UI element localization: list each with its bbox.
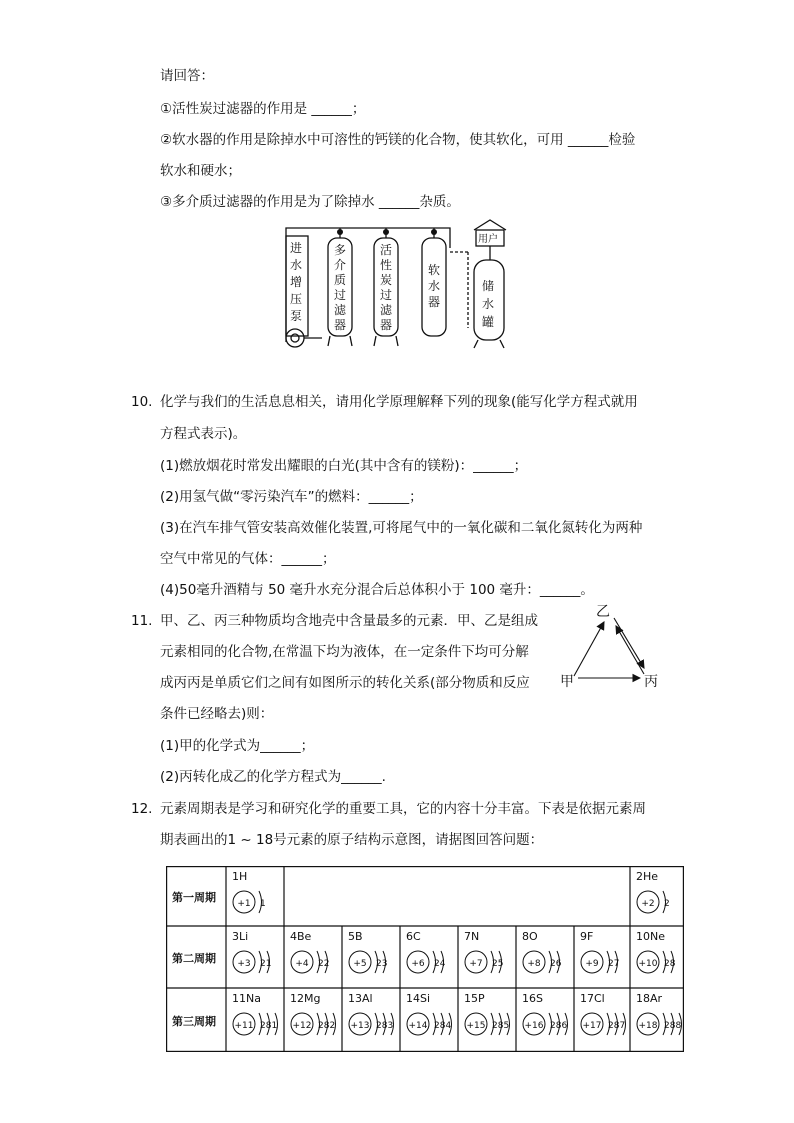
nucleus-charge: +9 bbox=[585, 959, 599, 969]
electron-count: 281 bbox=[260, 1021, 278, 1031]
q10-line-2: 方程式表示)。 bbox=[160, 426, 247, 442]
electron-count: 1 bbox=[260, 899, 266, 909]
element-label: 3Li bbox=[232, 930, 249, 943]
q11-line-4: 条件已经略去)则： bbox=[160, 706, 274, 722]
element-label: 8O bbox=[522, 930, 538, 943]
element-label: 12Mg bbox=[290, 992, 321, 1005]
pump-label: 进水增压泵 bbox=[290, 241, 303, 323]
element-label: 9F bbox=[580, 930, 594, 943]
element-label: 16S bbox=[522, 992, 543, 1005]
electron-count: 286 bbox=[550, 1021, 568, 1031]
nucleus-charge: +6 bbox=[411, 959, 425, 969]
q12-line-1: 元素周期表是学习和研究化学的重要工具，它的内容十分丰富。下表是依据元素周 bbox=[160, 801, 646, 817]
nucleus-charge: +2 bbox=[641, 899, 655, 909]
element-label: 7N bbox=[464, 930, 480, 943]
q9-item-1: ①活性炭过滤器的作用是 ______； bbox=[160, 101, 366, 117]
electron-count: 287 bbox=[608, 1021, 626, 1031]
tank-label: 储水罐 bbox=[482, 279, 495, 329]
electron-count: 24 bbox=[434, 959, 446, 969]
q10-line-4: (2)用氢气做“零污染汽车”的燃料：______； bbox=[160, 489, 423, 505]
water-treatment-diagram bbox=[278, 218, 528, 356]
q9-item-2-cont: 软水和硬水； bbox=[160, 163, 241, 179]
q12-number: 12. bbox=[131, 801, 153, 817]
nucleus-charge: +3 bbox=[237, 959, 251, 969]
q9-intro: 请回答： bbox=[160, 68, 214, 84]
q10-line-3: (1)燃放烟花时常发出耀眼的白光(其中含有的镁粉)：______； bbox=[160, 458, 528, 474]
nucleus-charge: +11 bbox=[234, 1021, 254, 1031]
nucleus-charge: +15 bbox=[466, 1021, 486, 1031]
electron-count: 284 bbox=[434, 1021, 452, 1031]
electron-count: 21 bbox=[260, 959, 272, 969]
q9-item-2: ②软水器的作用是除掉水中可溶性的钙镁的化合物，使其软化，可用 ______检验 bbox=[160, 132, 636, 148]
nucleus-charge: +12 bbox=[292, 1021, 312, 1031]
q10-line-6: 空气中常见的气体：______； bbox=[160, 551, 336, 567]
nucleus-charge: +17 bbox=[582, 1021, 602, 1031]
period-label: 第二周期 bbox=[172, 952, 216, 965]
element-label: 10Ne bbox=[636, 930, 665, 943]
periodic-table bbox=[166, 866, 684, 1052]
element-label: 11Na bbox=[232, 992, 261, 1005]
element-label: 4Be bbox=[290, 930, 312, 943]
electron-count: 28 bbox=[664, 959, 676, 969]
element-label: 14Si bbox=[406, 992, 431, 1005]
conversion-triangle bbox=[556, 598, 666, 692]
q12-line-2: 期表画出的1 ~ 18号元素的原子结构示意图，请据图回答问题： bbox=[160, 832, 544, 848]
nucleus-charge: +16 bbox=[524, 1021, 544, 1031]
q11-line-3: 成丙丙是单质它们之间有如图所示的转化关系(部分物质和反应 bbox=[160, 675, 530, 691]
user-label: 用户 bbox=[478, 234, 498, 245]
electron-count: 22 bbox=[318, 959, 330, 969]
element-label: 13Al bbox=[348, 992, 373, 1005]
nucleus-charge: +13 bbox=[350, 1021, 370, 1031]
electron-count: 26 bbox=[550, 959, 562, 969]
element-label: 1H bbox=[232, 870, 248, 883]
node-bing: 丙 bbox=[644, 674, 658, 690]
electron-count: 27 bbox=[608, 959, 620, 969]
q10-line-7: (4)50毫升酒精与 50 毫升水充分混合后总体积小于 100 毫升：______。 bbox=[160, 582, 594, 598]
period-label: 第一周期 bbox=[172, 891, 216, 904]
node-yi: 乙 bbox=[596, 604, 610, 620]
nucleus-charge: +4 bbox=[295, 959, 309, 969]
softener-label: 软水器 bbox=[428, 263, 441, 309]
q10-line-5: (3)在汽车排气管安装高效催化装置,可将尾气中的一氧化碳和二氧化氮转化为两种 bbox=[160, 520, 643, 536]
electron-count: 285 bbox=[492, 1021, 510, 1031]
electron-count: 2 bbox=[664, 899, 670, 909]
period-label: 第三周期 bbox=[172, 1015, 216, 1028]
q11-line-6: (2)丙转化成乙的化学方程式为______. bbox=[160, 769, 386, 785]
q11-number: 11. bbox=[131, 613, 153, 629]
node-jia: 甲 bbox=[560, 674, 574, 690]
q10-number: 10. bbox=[131, 394, 153, 410]
q11-line-2: 元素相同的化合物,在常温下均为液体，在一定条件下均可分解 bbox=[160, 644, 529, 660]
nucleus-charge: +8 bbox=[527, 959, 541, 969]
nucleus-charge: +7 bbox=[469, 959, 483, 969]
electron-count: 283 bbox=[376, 1021, 394, 1031]
nucleus-charge: +18 bbox=[638, 1021, 658, 1031]
element-label: 17Cl bbox=[580, 992, 605, 1005]
q9-item-3: ③多介质过滤器的作用是为了除掉水 ______杂质。 bbox=[160, 194, 460, 210]
element-label: 15P bbox=[464, 992, 485, 1005]
q11-line-1: 甲、乙、丙三种物质均含地壳中含量最多的元素．甲、乙是组成 bbox=[160, 613, 538, 629]
q10-line-1: 化学与我们的生活息息相关，请用化学原理解释下列的现象(能写化学方程式就用 bbox=[160, 394, 638, 410]
element-label: 2He bbox=[636, 870, 659, 883]
electron-count: 25 bbox=[492, 959, 504, 969]
electron-count: 282 bbox=[318, 1021, 336, 1031]
filter1-label: 多介质过滤器 bbox=[334, 243, 347, 332]
filter2-label: 活性炭过滤器 bbox=[380, 243, 393, 332]
element-label: 6C bbox=[406, 930, 421, 943]
element-label: 5B bbox=[348, 930, 363, 943]
nucleus-charge: +5 bbox=[353, 959, 367, 969]
q11-line-5: (1)甲的化学式为______； bbox=[160, 738, 315, 754]
electron-count: 288 bbox=[664, 1021, 682, 1031]
nucleus-charge: +1 bbox=[237, 899, 251, 909]
element-label: 18Ar bbox=[636, 992, 663, 1005]
nucleus-charge: +10 bbox=[638, 959, 658, 969]
electron-count: 23 bbox=[376, 959, 388, 969]
nucleus-charge: +14 bbox=[408, 1021, 428, 1031]
